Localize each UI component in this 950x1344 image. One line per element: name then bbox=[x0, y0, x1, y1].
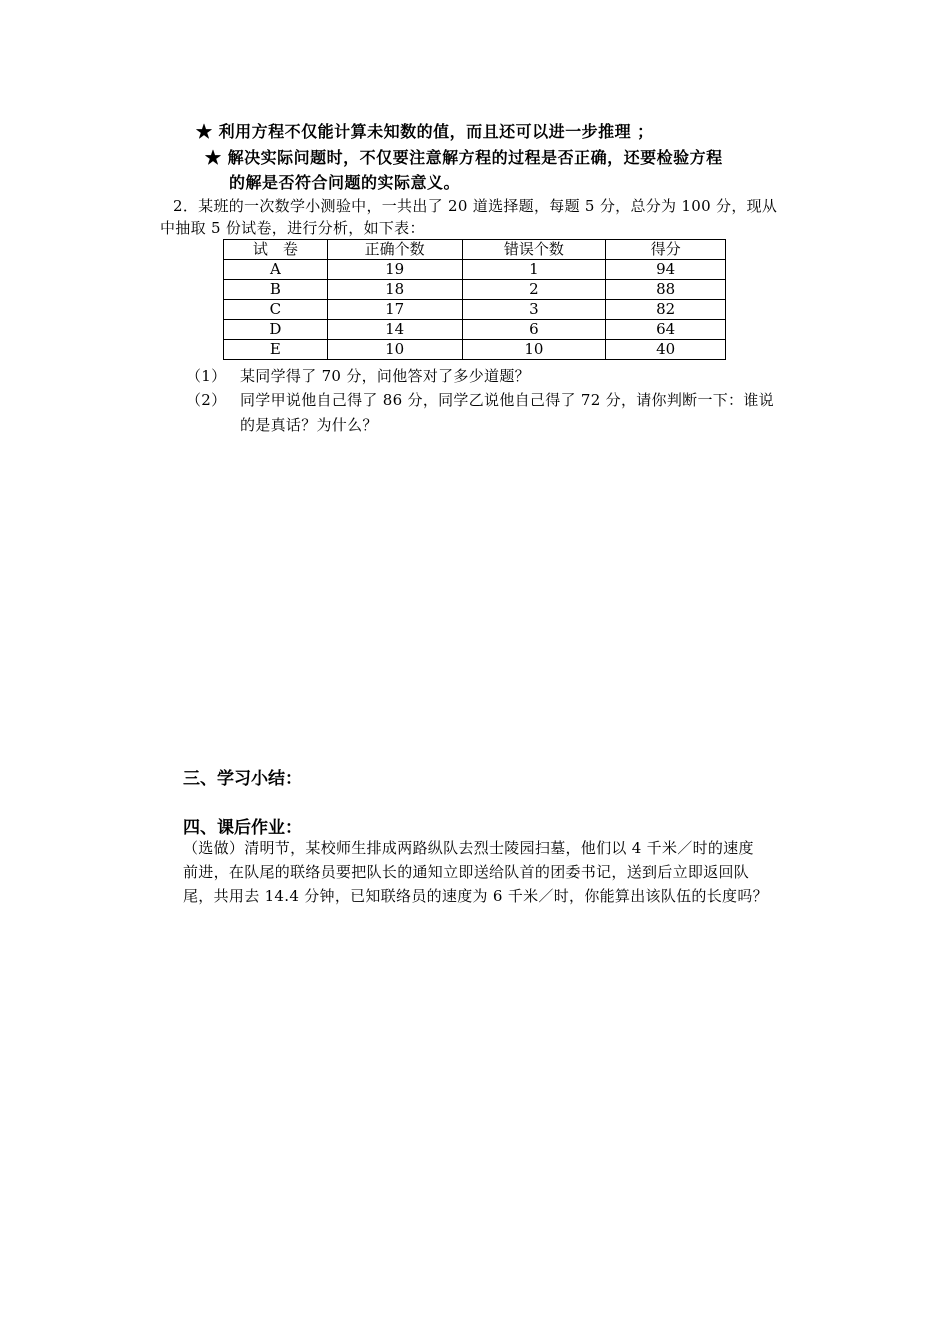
table-cell: 17 bbox=[327, 300, 462, 320]
table-row bbox=[224, 280, 726, 300]
table-cell: 88 bbox=[606, 280, 726, 300]
table-cell: 64 bbox=[606, 320, 726, 340]
section-4-title: 四、课后作业： bbox=[183, 818, 302, 838]
question-1-number: （1） bbox=[186, 367, 227, 385]
table-cell: 2 bbox=[462, 280, 606, 300]
homework-line-3: 尾，共用去 14.4 分钟，已知联络员的速度为 6 千米／时，你能算出该队伍的长度吗？ bbox=[183, 887, 768, 905]
homework-line-1: （选做）清明节，某校师生排成两路纵队去烈士陵园扫墓，他们以 4 千米／时的速度 bbox=[183, 839, 754, 857]
problem2-line-2: 中抽取 5 份试卷，进行分析，如下表： bbox=[160, 219, 425, 237]
table-cell: 94 bbox=[606, 260, 726, 280]
header-paper: 试 卷 bbox=[224, 240, 328, 260]
table-cell: 10 bbox=[462, 340, 606, 360]
table-cell: D bbox=[224, 320, 328, 340]
question-2-line-1: 同学甲说他自己得了 86 分，同学乙说他自己得了 72 分，请你判断一下：谁说 bbox=[240, 391, 774, 409]
note-line-1: ★ 利用方程不仅能计算未知数的值，而且还可以进一步推理 ； bbox=[196, 122, 654, 141]
question-2-number: （2） bbox=[186, 391, 227, 409]
note-line-3: 的解是否符合问题的实际意义。 bbox=[229, 173, 461, 192]
table-cell: 3 bbox=[462, 300, 606, 320]
table-cell: 1 bbox=[462, 260, 606, 280]
header-wrong: 错误个数 bbox=[462, 240, 606, 260]
table-row bbox=[224, 260, 726, 280]
table-row bbox=[224, 340, 726, 360]
homework-line-2: 前进，在队尾的联络员要把队长的通知立即送给队首的团委书记，送到后立即返回队 bbox=[183, 863, 750, 881]
header-score: 得分 bbox=[606, 240, 726, 260]
section-3-title: 三、学习小结： bbox=[183, 769, 302, 789]
score-table bbox=[223, 239, 726, 360]
table-cell: 82 bbox=[606, 300, 726, 320]
table-cell: E bbox=[224, 340, 328, 360]
table-row bbox=[224, 300, 726, 320]
problem2-line-1: 2．某班的一次数学小测验中，一共出了 20 道选择题，每题 5 分，总分为 100 分，现从 bbox=[173, 197, 778, 215]
table-cell: B bbox=[224, 280, 328, 300]
question-2-line-2: 的是真话？为什么？ bbox=[240, 416, 378, 434]
table-header-row bbox=[224, 240, 726, 260]
question-1-text: 某同学得了 70 分，问他答对了多少道题？ bbox=[240, 367, 530, 385]
table-row bbox=[224, 320, 726, 340]
note-line-2: ★ 解决实际问题时，不仅要注意解方程的过程是否正确，还要检验方程 bbox=[205, 148, 723, 167]
table-cell: 14 bbox=[327, 320, 462, 340]
table-cell: 19 bbox=[327, 260, 462, 280]
table-cell: 40 bbox=[606, 340, 726, 360]
table-cell: C bbox=[224, 300, 328, 320]
table-cell: 6 bbox=[462, 320, 606, 340]
header-correct: 正确个数 bbox=[327, 240, 462, 260]
table-cell: A bbox=[224, 260, 328, 280]
table-cell: 18 bbox=[327, 280, 462, 300]
table-cell: 10 bbox=[327, 340, 462, 360]
